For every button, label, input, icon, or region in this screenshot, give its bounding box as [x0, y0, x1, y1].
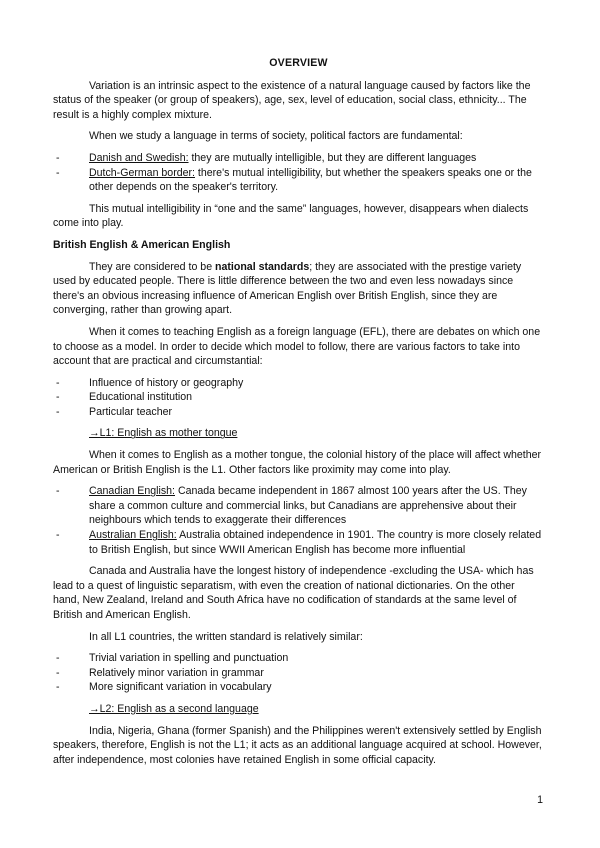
list-l1-varieties	[53, 484, 544, 557]
list-item-text: Australia obtained independence in 1901. The country is more closely related to British English, but since WWII American English has become more influential	[89, 529, 542, 556]
subheading-l1	[53, 426, 544, 441]
list-variation-types	[53, 651, 544, 695]
text-fragment: ; they are associated with the prestige variety used by educated people. There is little difference between the two and even less nowadays since there's an obvious increasing influence of American English over British English, since they are converging, rather than growing apart.	[53, 260, 522, 317]
page-title: OVERVIEW	[269, 57, 328, 69]
list-item-term: Dutch-German border:	[89, 166, 195, 179]
list-item: - More significant variation in vocabulary	[53, 680, 544, 695]
page-content	[53, 56, 544, 774]
list-item: - Influence of history or geography	[53, 376, 544, 391]
subheading-l2	[53, 702, 544, 717]
list-political-examples	[53, 151, 544, 195]
paragraph-variation: Variation is an intrinsic aspect to the existence of a natural language caused by factors like the status of the speaker (or group of speakers), age, sex, level of education, social class, ethnicity... The result is a highly complex mixture.	[53, 79, 531, 121]
paragraph-national-standards	[53, 260, 544, 318]
list-item: - Educational institution	[53, 390, 544, 405]
paragraph-efl: When it comes to teaching English as a foreign language (EFL), there are debates on which one to choose as a model. In order to decide which model to follow, there are various factors to take into account that are practical and circumstantial:	[53, 325, 541, 368]
paragraph-written-standard: In all L1 countries, the written standard is relatively similar:	[89, 630, 363, 643]
list-efl-factors	[53, 376, 544, 420]
paragraph-mutual-intelligibility: This mutual intelligibility in “one and the same” languages, however, disappears when dialects come into play.	[53, 202, 529, 230]
page-number: 1	[537, 794, 543, 806]
list-item	[53, 151, 544, 166]
paragraph-second-language: India, Nigeria, Ghana (former Spanish) and the Philippines weren't extensively settled by English speakers, therefore, English is not the L1; it acts as an additional language acquired at school. However, after independence, most colonies have retained English in some official capacity.	[53, 724, 542, 766]
bold-term: national standards	[215, 260, 310, 273]
list-item	[53, 166, 544, 195]
subheading-l1-text: →L1: English as mother tongue	[89, 427, 238, 440]
list-item	[53, 484, 544, 528]
list-item: - Particular teacher	[53, 405, 544, 420]
section-heading-british-american: British English & American English	[53, 238, 231, 251]
paragraph-independence: Canada and Australia have the longest history of independence -excluding the USA- which has lead to a quest of linguistic separatism, with even the creation of national dictionaries. On the other hand, New Zealand, Ireland and South Africa have no codification of standards at the same level of British and American English.	[53, 565, 534, 621]
list-item: - Relatively minor variation in grammar	[53, 666, 544, 681]
paragraph-mother-tongue: When it comes to English as a mother tongue, the colonial history of the place will affect whether American or British English is the L1. Other factors like proximity may come into play.	[53, 449, 542, 476]
list-item-term: Australian English:	[89, 529, 177, 542]
subheading-l2-text: →L2: English as a second language	[89, 702, 259, 715]
list-item-text: Canada became independent in 1867 almost 100 years after the US. They share a common culture and commercial links, but Canadians are apprehensive about their neighbours which tends to exaggerate their differences	[89, 485, 527, 527]
list-item-term: Canadian English:	[89, 485, 175, 498]
list-item-term: Danish and Swedish:	[89, 151, 189, 164]
list-item-text: they are mutually intelligible, but they are different languages	[188, 151, 477, 164]
list-item	[53, 528, 544, 557]
text-fragment: They are considered to be	[89, 260, 216, 273]
list-item-text: there's mutual intelligibility, but whether the speakers speaks one or the other depends on the speaker's territory.	[89, 166, 532, 194]
list-item: - Trivial variation in spelling and punctuation	[53, 651, 544, 666]
paragraph-political-factors: When we study a language in terms of society, political factors are fundamental:	[89, 130, 463, 143]
